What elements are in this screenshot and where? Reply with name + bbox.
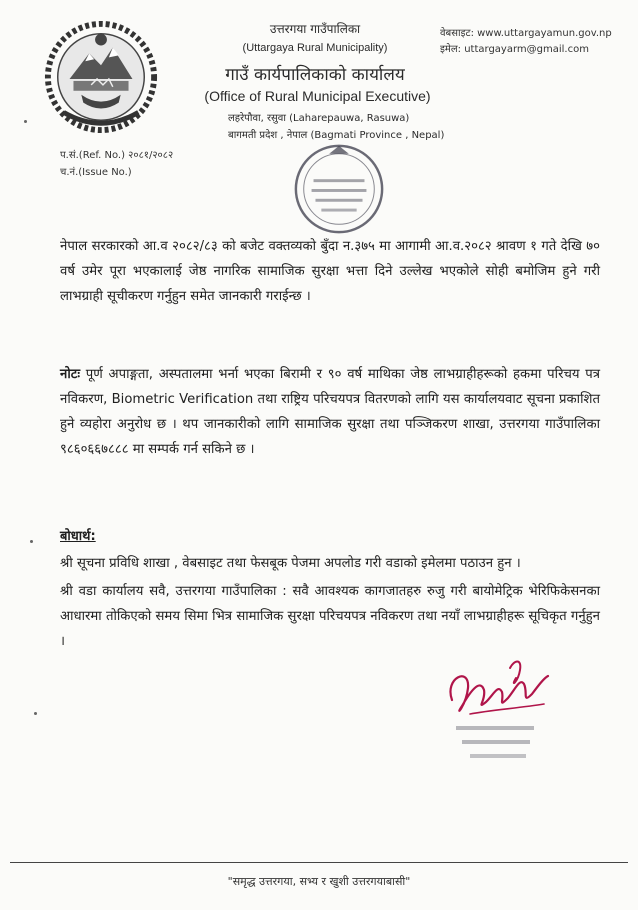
footer-divider bbox=[10, 862, 628, 863]
issue-number: च.नं.(Issue No.) bbox=[60, 167, 132, 178]
notice-paragraph: नेपाल सरकारको आ.व २०८२/८३ को बजेट वक्तव्यको बुँदा न.३७५ मा आगामी आ.व.२०८२ श्रावण १ गते देखि ७० वर्ष उमेर पूरा भएकालाई जेष्ठ नागरिक सामाजिक सुरक्षा भत्ता दिने उल्लेख भएकोले सोही बमोजिम हुने गरी लाभग्राही सूचीकरण गर्नुहुन समेत जानकारी गराईन्छ । bbox=[60, 239, 600, 304]
address-line-2: बागमती प्रदेश , नेपाल (Bagmati Province , Nepal) bbox=[228, 130, 445, 141]
email-contact: इमेल: uttargayarm@gmail.com bbox=[440, 44, 589, 55]
reference-number: प.सं.(Ref. No.) २०८१/२०८२ bbox=[60, 150, 174, 161]
office-name-np: उत्तरगया गाउँपालिका bbox=[269, 22, 361, 36]
executive-title-np: गाउँ कार्यपालिकाको कार्यालय bbox=[225, 65, 405, 85]
nepal-emblem-logo bbox=[42, 18, 160, 136]
note-paragraph bbox=[60, 362, 600, 462]
executive-title-en: (Office of Rural Municipal Executive) bbox=[204, 88, 431, 104]
distribution-item-1: श्री सूचना प्रविधि शाखा , वेबसाइट तथा फेसबूक पेजमा अपलोड गरी वडाको इमेलमा पठाउन हुन । bbox=[60, 556, 521, 571]
scan-speck bbox=[24, 120, 27, 123]
scan-speck bbox=[34, 712, 37, 715]
address-line-1: लहरेपौवा, रसुवा (Laharepauwa, Rasuwa) bbox=[228, 113, 410, 124]
signatory-stamp bbox=[448, 720, 548, 770]
office-name-en: (Uttargaya Rural Municipality) bbox=[242, 42, 388, 54]
website-contact: वेबसाइट: www.uttargayamun.gov.np bbox=[440, 28, 612, 39]
note-text: पूर्ण अपाङ्गता, अस्पतालमा भर्ना भएका बिरामी र ९० वर्ष माथिका जेष्ठ लाभग्राहीहरूको हकमा परिचय पत्र नविकरण, Biometric Verification तथा राष्ट्रिय परिचयपत्र वितरणको लागि यस कार्यालयवाट सूचना प्रकाशित हुने व्यहोरा अनुरोध छ । थप जानकारीको लागि सामाजिक सुरक्षा तथा पञ्जिकरण शाखा, उत्तरगया गाउँपालिका ९८६०६६७८८८ मा सम्पर्क गर्न सकिने छ । bbox=[60, 367, 600, 457]
distribution-item-2: श्री वडा कार्यालय सवै, उत्तरगया गाउँपालिका : सवै आवश्यक कागजातहरु रुजु गरी बायोमेट्रिक भेरिफिकेसनका आधारमा तोकिएको समय सिमा भित्र सामाजिक सुरक्षा परिचयपत्र नविकरण तथा नयाँ लाभग्राहीहरू सूचिकृत गर्नुहुन । bbox=[60, 584, 600, 649]
office-stamp bbox=[290, 140, 388, 238]
scan-speck bbox=[30, 540, 33, 543]
signature bbox=[440, 648, 560, 728]
note-label: नोटः bbox=[60, 367, 81, 382]
distribution-heading: बोधार्थ: bbox=[60, 529, 96, 544]
footer-motto: "समृद्ध उत्तरगया, सभ्य र खुशी उत्तरगयाबासी" bbox=[227, 875, 411, 888]
